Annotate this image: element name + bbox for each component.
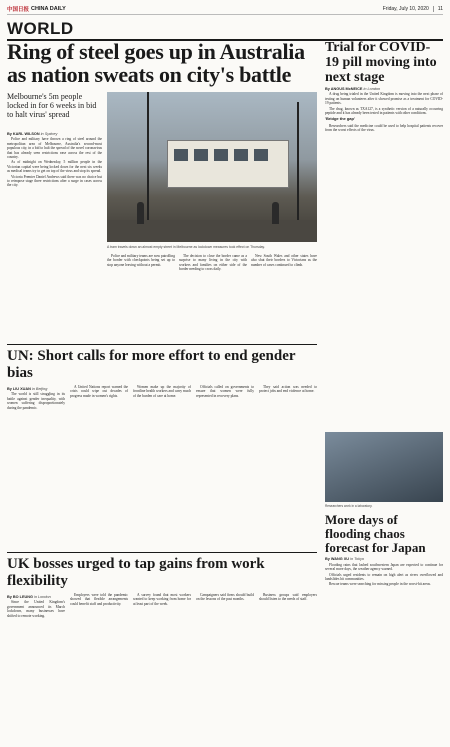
bottom-headline: UK bosses urged to tap gains from work flexibility [7,556,265,589]
right-headline: Trial for COVID-19 pill moving into next stage [325,40,437,85]
tram-window [214,149,228,161]
side-bottom-paragraph: Rescue teams were searching for missing people in the worst-hit areas. [329,582,431,587]
mid-byline-name: By LIU XUAN [7,387,31,391]
logo-glyph: 中国日报 [7,7,30,13]
pole-graphic [297,102,299,222]
side-bottom-paragraph: Officials urged residents to remain on high alert as rivers overflowed and landslides hit communities. [325,572,443,582]
top-column-3 [179,254,247,273]
bottom-story [7,552,317,619]
bottom-column [133,593,191,619]
bottom-paragraph: A survey found that most workers wanted to keep working from home for at least part of the week. [133,593,191,606]
top-headline: Ring of steel goes up in Australia as nation sweats on city's battle [7,39,305,87]
top-photo-caption: A tram travels down an almost empty street in Melbourne as lockdown measures took effect on Thursday. [107,245,265,249]
side-bottom-body [325,557,443,586]
top-paragraph: The decision to close the border came as a surprise to many living in the city with workers and families on either side of the border needing to cross daily. [179,254,247,272]
bottom-column [196,593,254,619]
lab-photo [325,432,443,502]
mid-column [196,385,254,411]
tram-window [234,149,248,161]
page-number: 11 [437,6,443,12]
mid-column [133,385,191,411]
top-story [7,40,317,340]
right-story-body [325,87,443,133]
top-column-4 [251,254,317,268]
side-bottom-byline [325,557,443,561]
right-byline [325,87,443,91]
bottom-byline-name: By BO LEUNG [7,595,33,599]
section-title: WORLD [7,19,443,41]
mid-paragraph: Women make up the majority of frontline health workers and carry much of the burden of care at home. [133,385,191,398]
mid-story-columns [7,385,317,411]
top-deck: Melbourne's 5m people locked in for 6 weeks in bid to halt virus' spread [7,92,97,119]
right-paragraph: A drug being trialed in the United Kingdom is moving into the next phase of testing on human volunteers after it showed promise as a treatment for COVID-19 patients. [325,92,443,106]
mid-story [7,344,317,495]
lab-photo-caption: Researchers work in a laboratory. [325,504,373,508]
mid-paragraph: The world is still struggling in its battle against gender inequality, with women suffering disproportionately during the pandemic. [7,392,65,410]
side-bottom-byline-name: By WANG XU [325,557,350,562]
side-bottom-paragraph: Flooding rains that lashed southwestern Japan are expected to continue for several more days, the weather agency warned. [325,562,443,572]
top-byline [7,132,102,136]
bottom-story-columns [7,593,317,619]
person-figure [137,202,144,224]
bottom-column [259,593,317,619]
bottom-paragraph: Since the United Kingdom's government announced its March lockdown, many businesses have shifted to remote working. [7,600,65,618]
issue-date: Friday, July 10, 2020 [382,6,429,12]
right-byline-name: By ANGUS McNEICE [325,87,363,91]
side-bottom-story [325,430,443,588]
top-paragraph: New South Wales and other states have also shut their borders to Victorians as the number of cases continued to climb. [251,254,317,267]
side-bottom-byline-role: in Tokyo [350,557,365,562]
tram-graphic [167,140,289,188]
mid-paragraph: A United Nations report warned the crisis could wipe out decades of progress made in women's rights. [70,385,128,398]
top-column-1 [7,130,102,189]
bottom-byline-role: in London [34,595,51,599]
right-byline-role: in London [363,87,381,91]
tram-window [254,149,268,161]
top-photo [107,92,317,242]
masthead [7,4,443,15]
masthead-divider [433,6,434,12]
right-paragraph: Researchers said the medicine could be used to help hospital patients recover from the worst effects of the virus. [325,123,443,133]
tram-window [174,149,188,161]
bottom-paragraph: Campaigners said firms should build on the lessons of the past months. [196,593,254,602]
bottom-paragraph: Employers were told the pandemic showed that flexible arrangements could benefit staff and productivity. [70,593,128,606]
paper-name: CHINA DAILY [31,6,66,12]
top-paragraph: Victoria Premier Daniel Andrews said there was no choice but to reimpose stage three restrictions after a surge in cases across the city. [7,174,102,188]
masthead-meta [383,6,443,12]
bottom-paragraph: Business groups said employers should listen to the needs of staff. [259,593,317,602]
top-paragraph: Police and military teams are now patrolling the border with checkpoints being set up to stop anyone leaving without a permit. [107,254,175,267]
top-byline-name: By KARL WILSON [7,132,40,136]
mid-paragraph: Officials called on governments to ensure that women were fully represented in recovery plans. [196,385,254,398]
mid-column [7,385,65,411]
top-byline-role: in Sydney [40,132,58,136]
newspaper-page [7,4,443,744]
right-column [325,40,443,587]
mid-byline [7,387,65,391]
right-paragraph: The drug, known as TXA127, is a synthetic version of a naturally occurring peptide and it has already been tested in patients with other conditions. [325,106,443,116]
bottom-byline [7,595,65,599]
bottom-column [7,593,65,619]
mid-paragraph: They said action was needed to protect jobs and end violence at home. [259,385,317,394]
mid-column [259,385,317,411]
person-figure [272,202,279,224]
right-subhead: 'Bridge the gap' [325,116,355,122]
masthead-logo [7,5,66,13]
mid-headline: UN: Short calls for more effort to end gender bias [7,348,296,381]
mid-byline-role: in Beijing [31,387,48,391]
pole-graphic [147,92,149,222]
tram-window [194,149,208,161]
mid-column [70,385,128,411]
top-paragraph: As of midnight on Wednesday, 5 million people in the Victorian capital were being locked down for the next six weeks as medical teams try to get on top of the virus and stop its spread. [7,160,102,174]
top-column-2 [107,254,175,268]
bottom-column [70,593,128,619]
side-bottom-headline: More days of flooding chaos forecast for Japan [325,512,426,556]
top-paragraph: Police and military have thrown a ring of steel around the metropolitan area of Melbourne, Australia's second-most populous city, in a bid to halt the spread of the novel coronavirus that has already seen restrictions ease across the rest of the country. [7,137,102,160]
